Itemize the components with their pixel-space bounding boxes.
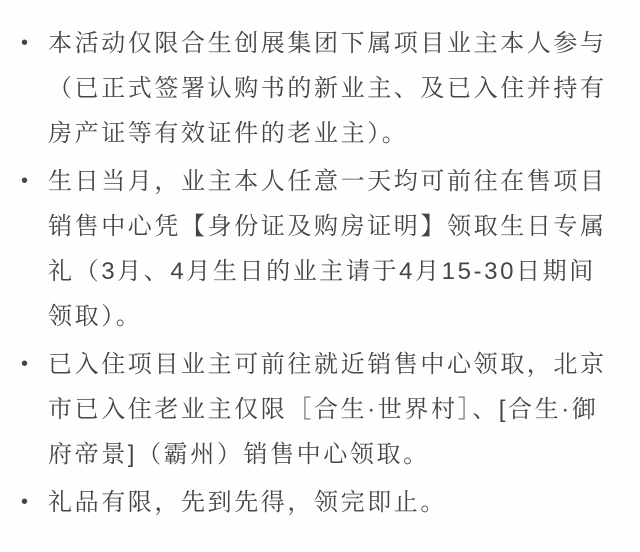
list-item — [0, 480, 640, 525]
rule-text-limited-supply: 礼品有限，先到先得，领完即止。 — [48, 489, 447, 516]
rule-text-moved-in-owners: 已入住项目业主可前往就近销售中心领取，北京市已入住老业主仅限［合生·世界村］、[合生·御府帝景]（霸州）销售中心领取。 — [48, 351, 607, 468]
bullet-icon: • — [21, 353, 29, 375]
list-item — [0, 342, 640, 477]
bullet-icon: • — [21, 170, 29, 192]
rule-text-birthday-claim: 生日当月，业主本人任意一天均可前往在售项目销售中心凭【身份证及购房证明】领取生日专属礼（3月、4月生日的业主请于4月15-30日期间领取）。 — [48, 168, 607, 330]
bullet-icon: • — [21, 491, 29, 513]
list-item — [0, 21, 640, 156]
list-item — [0, 159, 640, 339]
bullet-icon: • — [21, 32, 29, 54]
rule-text-eligibility: 本活动仅限合生创展集团下属项目业主本人参与（已正式签署认购书的新业主、及已入住并持有房产证等有效证件的老业主）。 — [48, 30, 607, 147]
rules-list — [0, 21, 640, 525]
